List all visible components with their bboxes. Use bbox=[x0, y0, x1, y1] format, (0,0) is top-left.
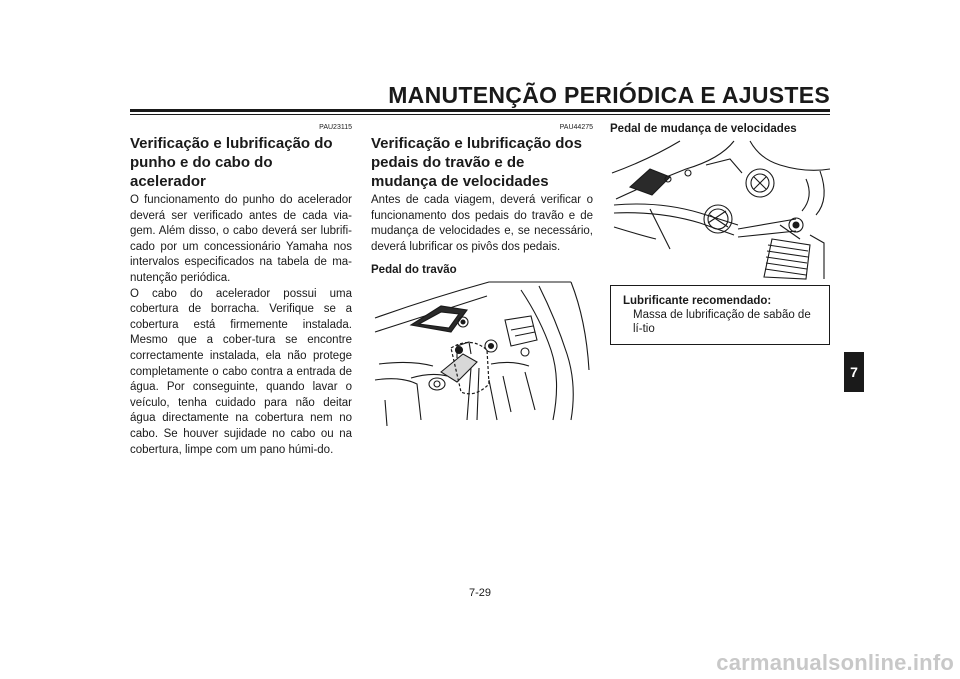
section-paragraph-1: O funcionamento do punho do acelerador deverá ser verificado antes de cada via-gem. Além disso, o cabo deverá ser lubrifi-cado por um concessionário Yamaha nos intervalos especificados na tabela de ma-nutenção periódica. bbox=[130, 194, 352, 284]
right-column bbox=[610, 124, 832, 345]
section-paragraph: Antes de cada viagem, deverá verificar o funcionamento dos pedais do travão e de mudança de velocidades e, se necessário, deverá lubrificar os pivôs dos pedais. bbox=[371, 194, 593, 253]
section-heading: Verificação e lubrificação dos pedais do travão e de mudança de velocidades bbox=[371, 135, 582, 190]
left-column bbox=[130, 124, 352, 458]
brake-pedal-illustration bbox=[371, 280, 593, 426]
header-rule-thin bbox=[130, 114, 830, 115]
header-rule bbox=[130, 109, 830, 112]
chapter-tab: 7 bbox=[844, 352, 864, 392]
middle-column bbox=[371, 124, 593, 426]
figure-label-shift-pedal: Pedal de mudança de velocidades bbox=[610, 123, 797, 135]
section-code: PAU23115 bbox=[319, 124, 352, 131]
page-number: 7-29 bbox=[468, 587, 492, 599]
lubricant-box bbox=[610, 285, 830, 345]
section-heading: Verificação e lubrificação do punho e do cabo do acelerador bbox=[130, 135, 333, 190]
watermark: carmanualsonline.info bbox=[716, 650, 954, 675]
lubricant-value: Massa de lubrificação de sabão de lí-tio bbox=[633, 309, 811, 335]
page-header-title: MANUTENÇÃO PERIÓDICA E AJUSTES bbox=[388, 82, 830, 108]
section-code: PAU44275 bbox=[559, 124, 593, 131]
shift-pedal-illustration bbox=[610, 139, 832, 281]
section-paragraph-2: O cabo do acelerador possui uma cobertura de borracha. Verifique se a cobertura está firmemente instalada. Mesmo que a cober-tura se encontre correctamente instalada, ela não protege completamente o cabo contra a entrada de água. Por conseguinte, quando lavar o veículo, tenha cuidado para não deitar água directamente na cobertura nem no cabo. Se houver sujidade no cabo ou na cobertura, limpe com um pano húmi-do. bbox=[130, 287, 352, 456]
figure-label-brake-pedal: Pedal do travão bbox=[371, 264, 457, 277]
lubricant-title: Lubrificante recomendado: bbox=[623, 295, 772, 307]
